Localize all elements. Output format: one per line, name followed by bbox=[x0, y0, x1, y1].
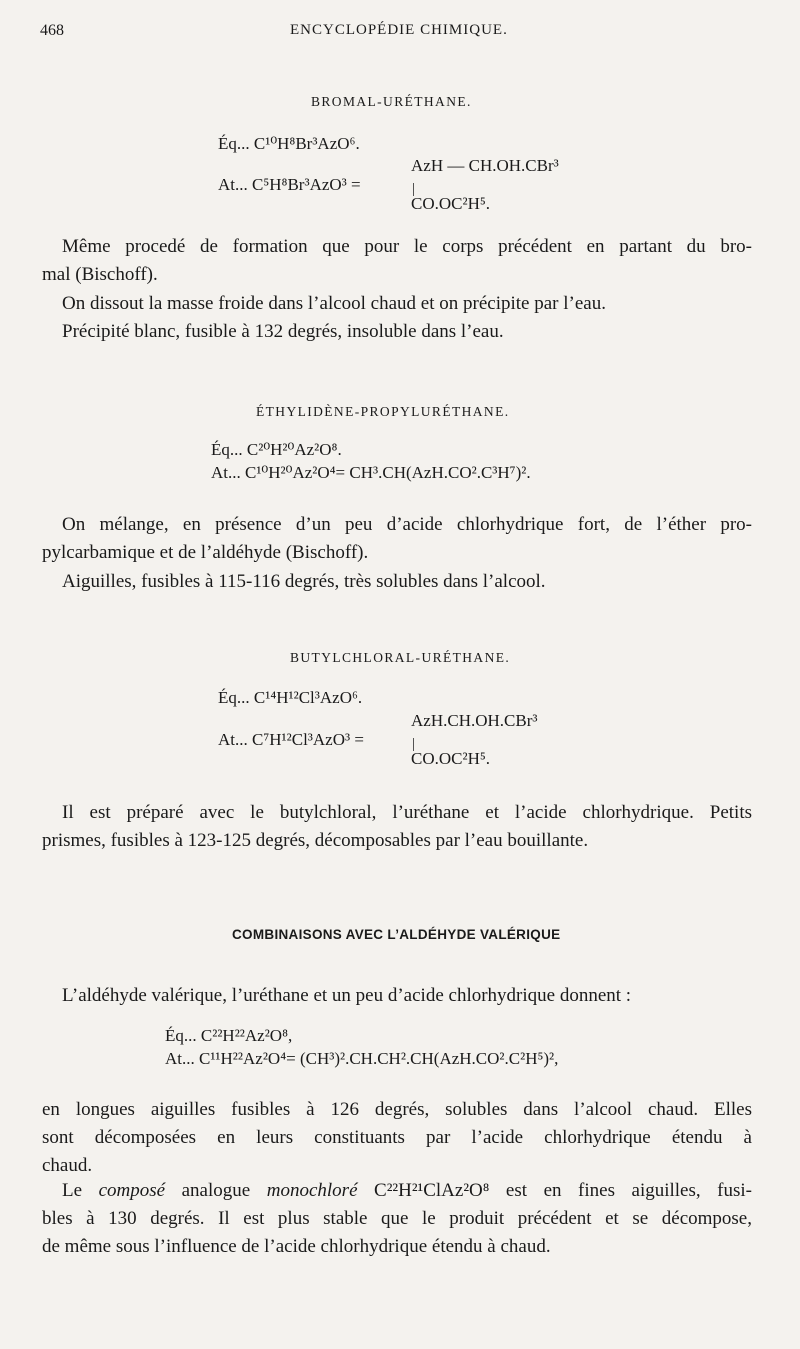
paragraph-line: L’aldéhyde valérique, l’uréthane et un peu d’acide chlorhydrique donnent : bbox=[62, 985, 632, 1006]
paragraph-line: prismes, fusibles à 123-125 degrés, décomposables par l’eau bouillante. bbox=[42, 830, 589, 851]
formula-at-valerique: At... C¹¹H²²Az²O⁴= (CH³)².CH.CH².CH(AzH.CO².C²H⁵)², bbox=[165, 1049, 559, 1068]
paragraph-line: bles à 130 degrés. Il est plus stable que le produit précédent et se décompose, bbox=[42, 1208, 752, 1229]
formula-eq-bromal: Éq... C¹⁰H⁸Br³AzO⁶. bbox=[218, 134, 360, 153]
italic-term: composé bbox=[98, 1180, 166, 1201]
formula-at-bottom-bromal: CO.OC²H⁵. bbox=[411, 194, 491, 213]
section-title-valerique: COMBINAISONS AVEC L’ALDÉHYDE VALÉRIQUE bbox=[232, 927, 561, 942]
paragraph-line: sont décomposées en leurs constituants par l’acide chlorhydrique étendu à bbox=[42, 1127, 752, 1148]
formula-at-bottom-butylchloral: CO.OC²H⁵. bbox=[411, 749, 491, 768]
section-title-butylchloral: BUTYLCHLORAL-URÉTHANE. bbox=[290, 650, 511, 665]
paragraph-line: chaud. bbox=[42, 1155, 93, 1176]
formula-eq-butylchloral: Éq... C¹⁴H¹²Cl³AzO⁶. bbox=[218, 688, 363, 707]
running-head bbox=[0, 22, 800, 46]
text-run: Le bbox=[62, 1180, 99, 1201]
paragraph-line: On mélange, en présence d’un peu d’acide chlorhydrique fort, de l’éther pro- bbox=[62, 514, 752, 535]
paragraph-line: de même sous l’influence de l’acide chlorhydrique étendu à chaud. bbox=[42, 1236, 551, 1257]
paragraph-line: Aiguilles, fusibles à 115-116 degrés, très solubles dans l’alcool. bbox=[62, 571, 546, 592]
italic-term: monochloré bbox=[266, 1180, 358, 1201]
formula-at-ethylidene: At... C¹⁰H²⁰Az²O⁴= CH³.CH(AzH.CO².C³H⁷)². bbox=[211, 463, 531, 482]
paragraph-line-mixed bbox=[62, 1180, 752, 1202]
running-title: ENCYCLOPÉDIE CHIMIQUE. bbox=[290, 22, 508, 38]
formula-bond-butylchloral: | bbox=[412, 736, 416, 752]
formula-at-bromal: At... C⁵H⁸Br³AzO³ = bbox=[218, 175, 361, 194]
formula-eq-ethylidene: Éq... C²⁰H²⁰Az²O⁸. bbox=[211, 440, 342, 459]
section-title-ethylidene: ÉTHYLIDÈNE-PROPYLURÉTHANE. bbox=[256, 404, 510, 419]
paragraph-line: pylcarbamique et de l’aldéhyde (Bischoff). bbox=[42, 542, 369, 563]
paragraph-line: Précipité blanc, fusible à 132 degrés, insoluble dans l’eau. bbox=[62, 321, 504, 342]
formula-bond-bromal: | bbox=[412, 181, 416, 197]
text-run: analogue bbox=[165, 1180, 267, 1201]
section-title-bromal: BROMAL-URÉTHANE. bbox=[311, 94, 472, 109]
page-number: 468 bbox=[40, 22, 64, 39]
formula-eq-valerique: Éq... C²²H²²Az²O⁸, bbox=[165, 1026, 293, 1045]
paragraph-line: mal (Bischoff). bbox=[42, 264, 158, 285]
paragraph-line: Même procedé de formation que pour le corps précédent en partant du bro- bbox=[62, 236, 752, 257]
formula-at-top-bromal: AzH — CH.OH.CBr³ bbox=[411, 156, 559, 175]
paragraph-line: On dissout la masse froide dans l’alcool chaud et on précipite par l’eau. bbox=[62, 293, 606, 314]
paragraph-line: en longues aiguilles fusibles à 126 degrés, solubles dans l’alcool chaud. Elles bbox=[42, 1099, 752, 1120]
formula-at-butylchloral: At... C⁷H¹²Cl³AzO³ = bbox=[218, 730, 364, 749]
text-run: C²²H²¹ClAz²O⁸ est en fines aiguilles, fusi- bbox=[357, 1180, 753, 1201]
formula-at-top-butylchloral: AzH.CH.OH.CBr³ bbox=[411, 711, 538, 730]
paragraph-line: Il est préparé avec le butylchloral, l’uréthane et l’acide chlorhydrique. Petits bbox=[62, 802, 752, 823]
